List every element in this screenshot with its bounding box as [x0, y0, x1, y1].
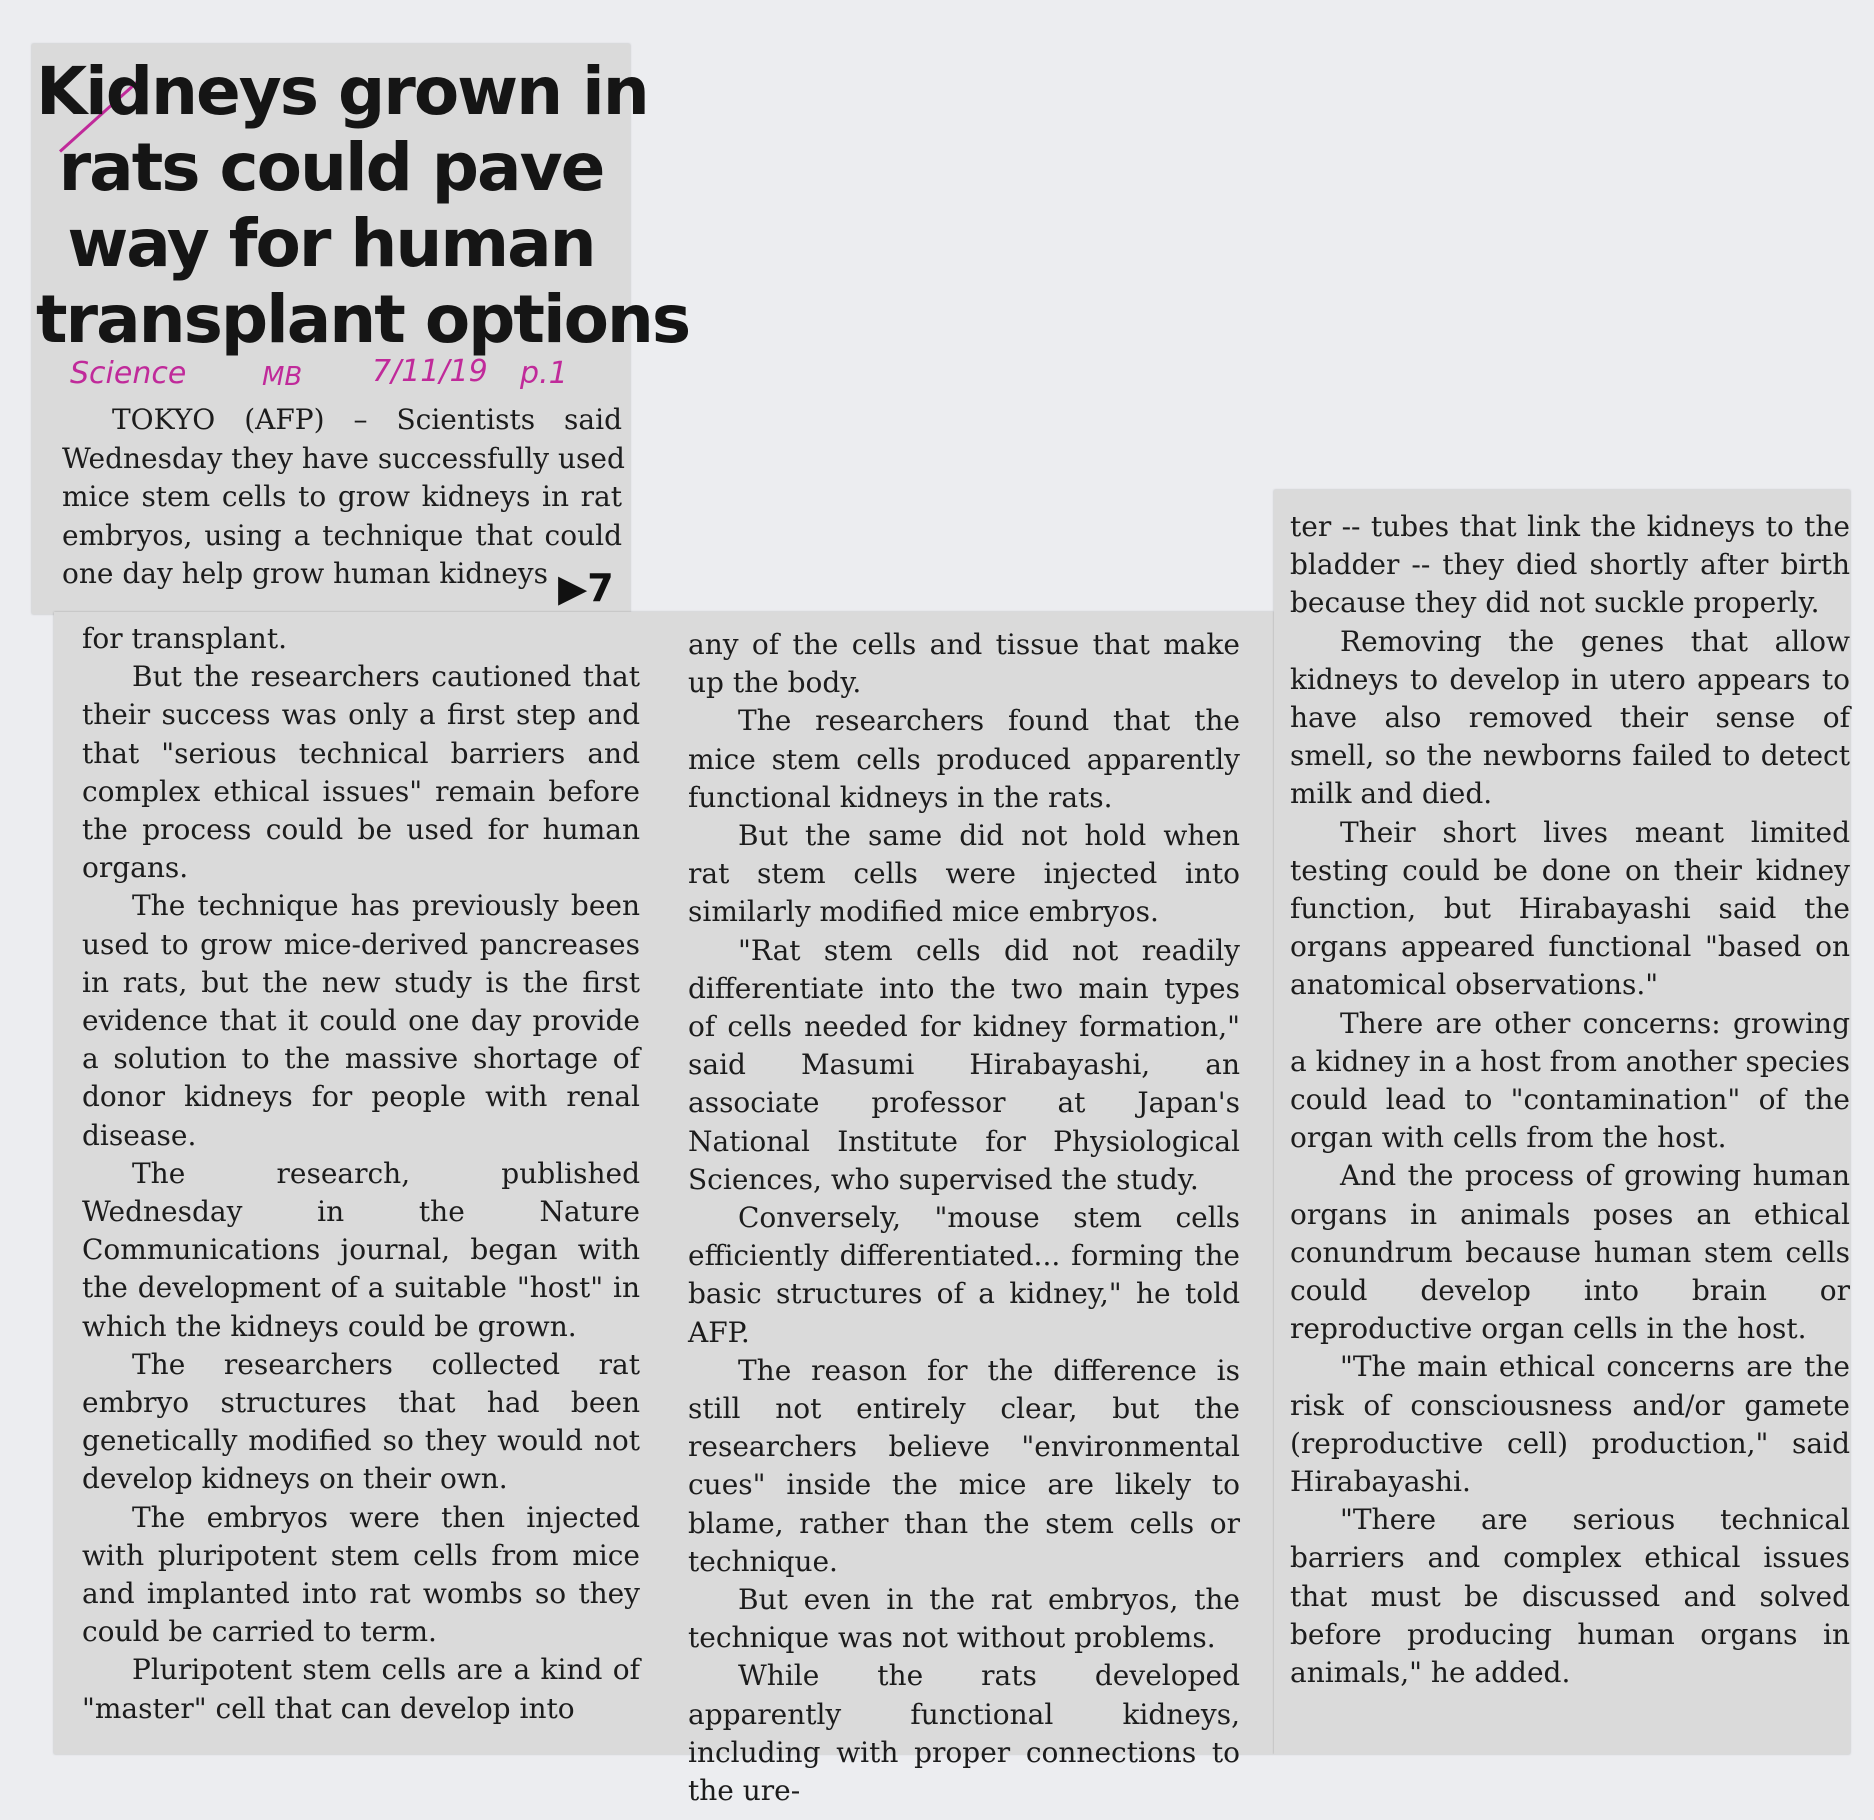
- paragraph: But the researchers cautioned that their success was only a first step and that "serious technical barriers and complex ethical issues" remain before the process could be used for human organs.: [82, 660, 640, 885]
- paragraph: Their short lives meant limited testing could be done on their kidney function, but Hirabayashi said the organs appeared functional "based on anatomical observations.": [1290, 815, 1850, 1002]
- continued-marker: ▶7: [558, 566, 614, 610]
- paragraph: for transplant.: [82, 622, 287, 655]
- handwritten-page: p.1: [520, 356, 568, 391]
- article-column-3: [1290, 508, 1850, 1692]
- article-headline: [36, 53, 690, 358]
- lead-line: TOKYO (AFP) – Scientists said: [112, 403, 622, 436]
- paragraph: The reason for the difference is still not entirely clear, but the researchers believe "environmental cues" inside the mice are likely to blame, rather than the stem cells or technique.: [688, 1353, 1240, 1578]
- paragraph: Conversely, "mouse stem cells efficiently differentiated... forming the basic structures of a kidney," he told AFP.: [688, 1201, 1240, 1349]
- headline-line: rats could pave: [58, 129, 604, 206]
- paragraph: And the process of growing human organs in animals poses an ethical conundrum because human stem cells could develop into brain or reproductive organ cells in the host.: [1290, 1159, 1850, 1346]
- paragraph: But the same did not hold when rat stem cells were injected into similarly modified mice embryos.: [688, 819, 1240, 929]
- paragraph: While the rats developed apparently functional kidneys, including with proper connections to the ure-: [688, 1659, 1240, 1808]
- lead-line: one day help grow human kidneys: [62, 557, 548, 590]
- headline-line: way for human: [67, 205, 595, 282]
- paragraph: Pluripotent stem cells are a kind of "master" cell that can develop into: [82, 1653, 640, 1725]
- headline-line: transplant options: [36, 281, 690, 358]
- paragraph: The research, published Wednesday in the Nature Communications journal, began with the development of a suitable "host" in which the kidneys could be grown.: [82, 1156, 640, 1343]
- lead-line: mice stem cells to grow kidneys in rat: [62, 480, 622, 513]
- paragraph: any of the cells and tissue that make up the body.: [688, 628, 1240, 700]
- handwritten-date: 7/11/19: [372, 354, 488, 389]
- lead-line: embryos, using a technique that could: [62, 518, 622, 552]
- paragraph: But even in the rat embryos, the technique was not without problems.: [688, 1583, 1240, 1655]
- lead-line: Wednesday they have successfully used: [62, 441, 625, 475]
- article-column-1: [82, 620, 640, 1728]
- paragraph: "The main ethical concerns are the risk of consciousness and/or gamete (reproductive cell) production," said Hirabayashi.: [1290, 1350, 1850, 1499]
- paragraph: Removing the genes that allow kidneys to develop in utero appears to have also removed their sense of smell, so the newborns failed to detect milk and died.: [1290, 624, 1850, 811]
- paragraph: ter -- tubes that link the kidneys to the bladder -- they died shortly after birth because they did not suckle properly.: [1290, 510, 1850, 620]
- paragraph: The researchers found that the mice stem cells produced apparently functional kidneys in the rats.: [688, 704, 1240, 814]
- paragraph: The embryos were then injected with pluripotent stem cells from mice and implanted into rat wombs so they could be carried to term.: [82, 1500, 640, 1649]
- handwritten-section: Science: [70, 356, 187, 391]
- paragraph: The technique has previously been used to grow mice-derived pancreases in rats, but the new study is the first evidence that it could one day provide a solution to the massive shortage of donor kidneys for people with renal disease.: [82, 889, 640, 1152]
- paragraph: The researchers collected rat embryo structures that had been genetically modified so they would not develop kidneys on their own.: [82, 1347, 640, 1496]
- lead-paragraph: [62, 401, 625, 594]
- paragraph: "There are serious technical barriers and complex ethical issues that must be discussed and solved before producing human organs in animals," he added.: [1290, 1503, 1850, 1690]
- paragraph: There are other concerns: growing a kidney in a host from another species could lead to "contamination" of the organ with cells from the host.: [1290, 1006, 1850, 1155]
- handwritten-paper: MB: [262, 362, 303, 392]
- article-column-2: [688, 626, 1240, 1810]
- headline-line: Kidneys grown in: [36, 53, 648, 130]
- paragraph: "Rat stem cells did not readily differentiate into the two main types of cells needed for kidney formation," said Masumi Hirabayashi, an associate professor at Japan's National Institute for Physiological Sciences, who supervised the study.: [688, 933, 1240, 1196]
